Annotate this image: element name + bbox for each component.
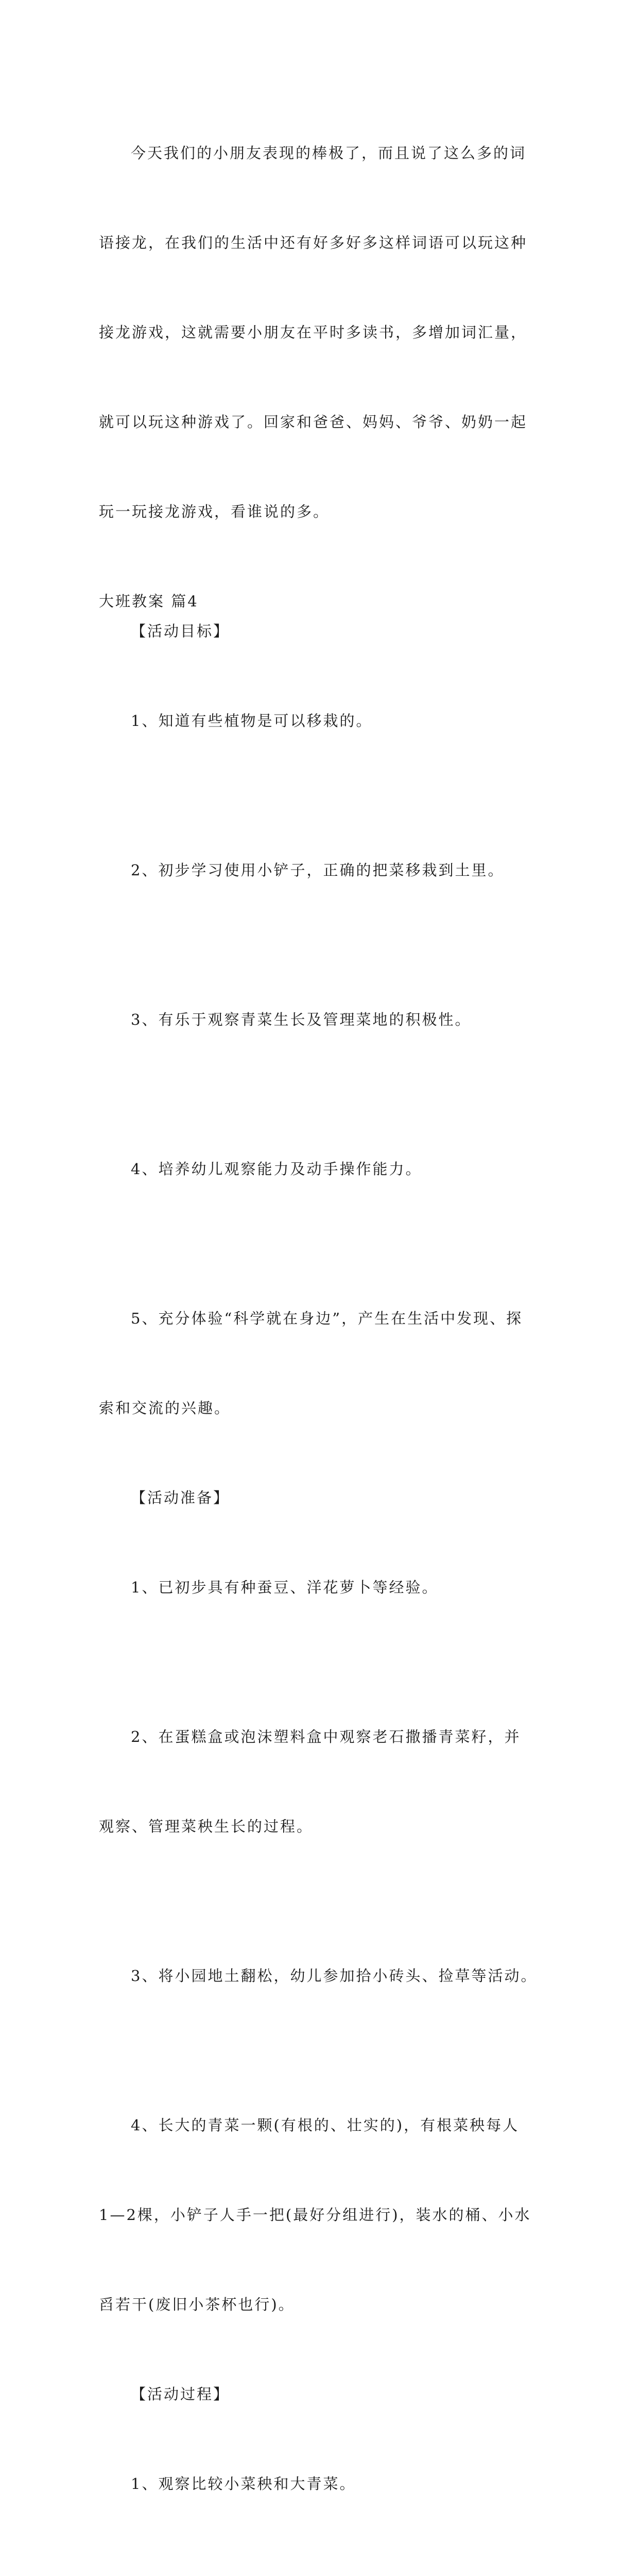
text-line: 3、将小园地土翻松，幼儿参加拾小砖头、捡草等活动。: [131, 1967, 538, 1985]
list-item: [99, 1244, 542, 1483]
text-line: 观察、管理菜秧生长的过程。: [99, 1818, 314, 1835]
text-line: 1、知道有些植物是可以移栽的。: [131, 712, 373, 730]
text-line: 1、已初步具有种蚕豆、洋花萝卜等经验。: [131, 1579, 439, 1596]
lesson-title: 大班教案 篇4: [99, 592, 199, 610]
text-line: 1—2棵，小铲子人手一把(最好分组进行)，装水的桶、小水: [99, 2206, 531, 2224]
list-item: [99, 2409, 542, 2558]
list-item: [99, 2050, 542, 2379]
list-item: [99, 795, 542, 945]
text-line: 就可以玩这种游戏了。回家和爸爸、妈妈、爷爷、奶奶一起: [99, 413, 528, 431]
document-page: [99, 78, 542, 2576]
section-heading-process: 【活动过程】: [131, 2385, 230, 2403]
text-line: 索和交流的兴趣。: [99, 1399, 231, 1417]
text-line: 2、在蛋糕盒或泡沫塑料盒中观察老石撒播青菜籽，并: [131, 1728, 521, 1745]
text-line: 玩一玩接龙游戏，看谁说的多。: [99, 503, 330, 520]
text-line: 3、有乐于观察青菜生长及管理菜地的积极性。: [131, 1011, 472, 1028]
list-item: [99, 1662, 542, 1901]
text-line: 今天我们的小朋友表现的棒极了，而且说了这么多的词: [131, 144, 527, 162]
text-line: 5、充分体验“科学就在身边”，产生在生活中发现、探: [131, 1310, 523, 1327]
list-item: [99, 1094, 542, 1244]
section-heading-preparation: 【活动准备】: [131, 1489, 230, 1506]
list-item: [99, 1513, 542, 1662]
list-item: [99, 2558, 542, 2576]
text-line: 舀若干(废旧小茶杯也行)。: [99, 2296, 295, 2313]
text-line: 4、培养幼儿观察能力及动手操作能力。: [131, 1160, 422, 1178]
list-item: [99, 1901, 542, 2050]
section-heading-goals: 【活动目标】: [131, 622, 230, 640]
text-line: 4、长大的青菜一颗(有根的、壮实的)，有根菜秧每人: [131, 2116, 520, 2134]
intro-paragraph: [99, 78, 542, 586]
list-item: [99, 646, 542, 795]
text-line: 语接龙，在我们的生活中还有好多好多这样词语可以玩这种: [99, 234, 528, 251]
list-item: [99, 945, 542, 1094]
text-line: 接龙游戏，这就需要小朋友在平时多读书，多增加词汇量，: [99, 324, 528, 341]
text-line: 2、初步学习使用小铲子，正确的把菜移栽到土里。: [131, 861, 505, 879]
text-line: 1、观察比较小菜秧和大青菜。: [131, 2475, 356, 2493]
